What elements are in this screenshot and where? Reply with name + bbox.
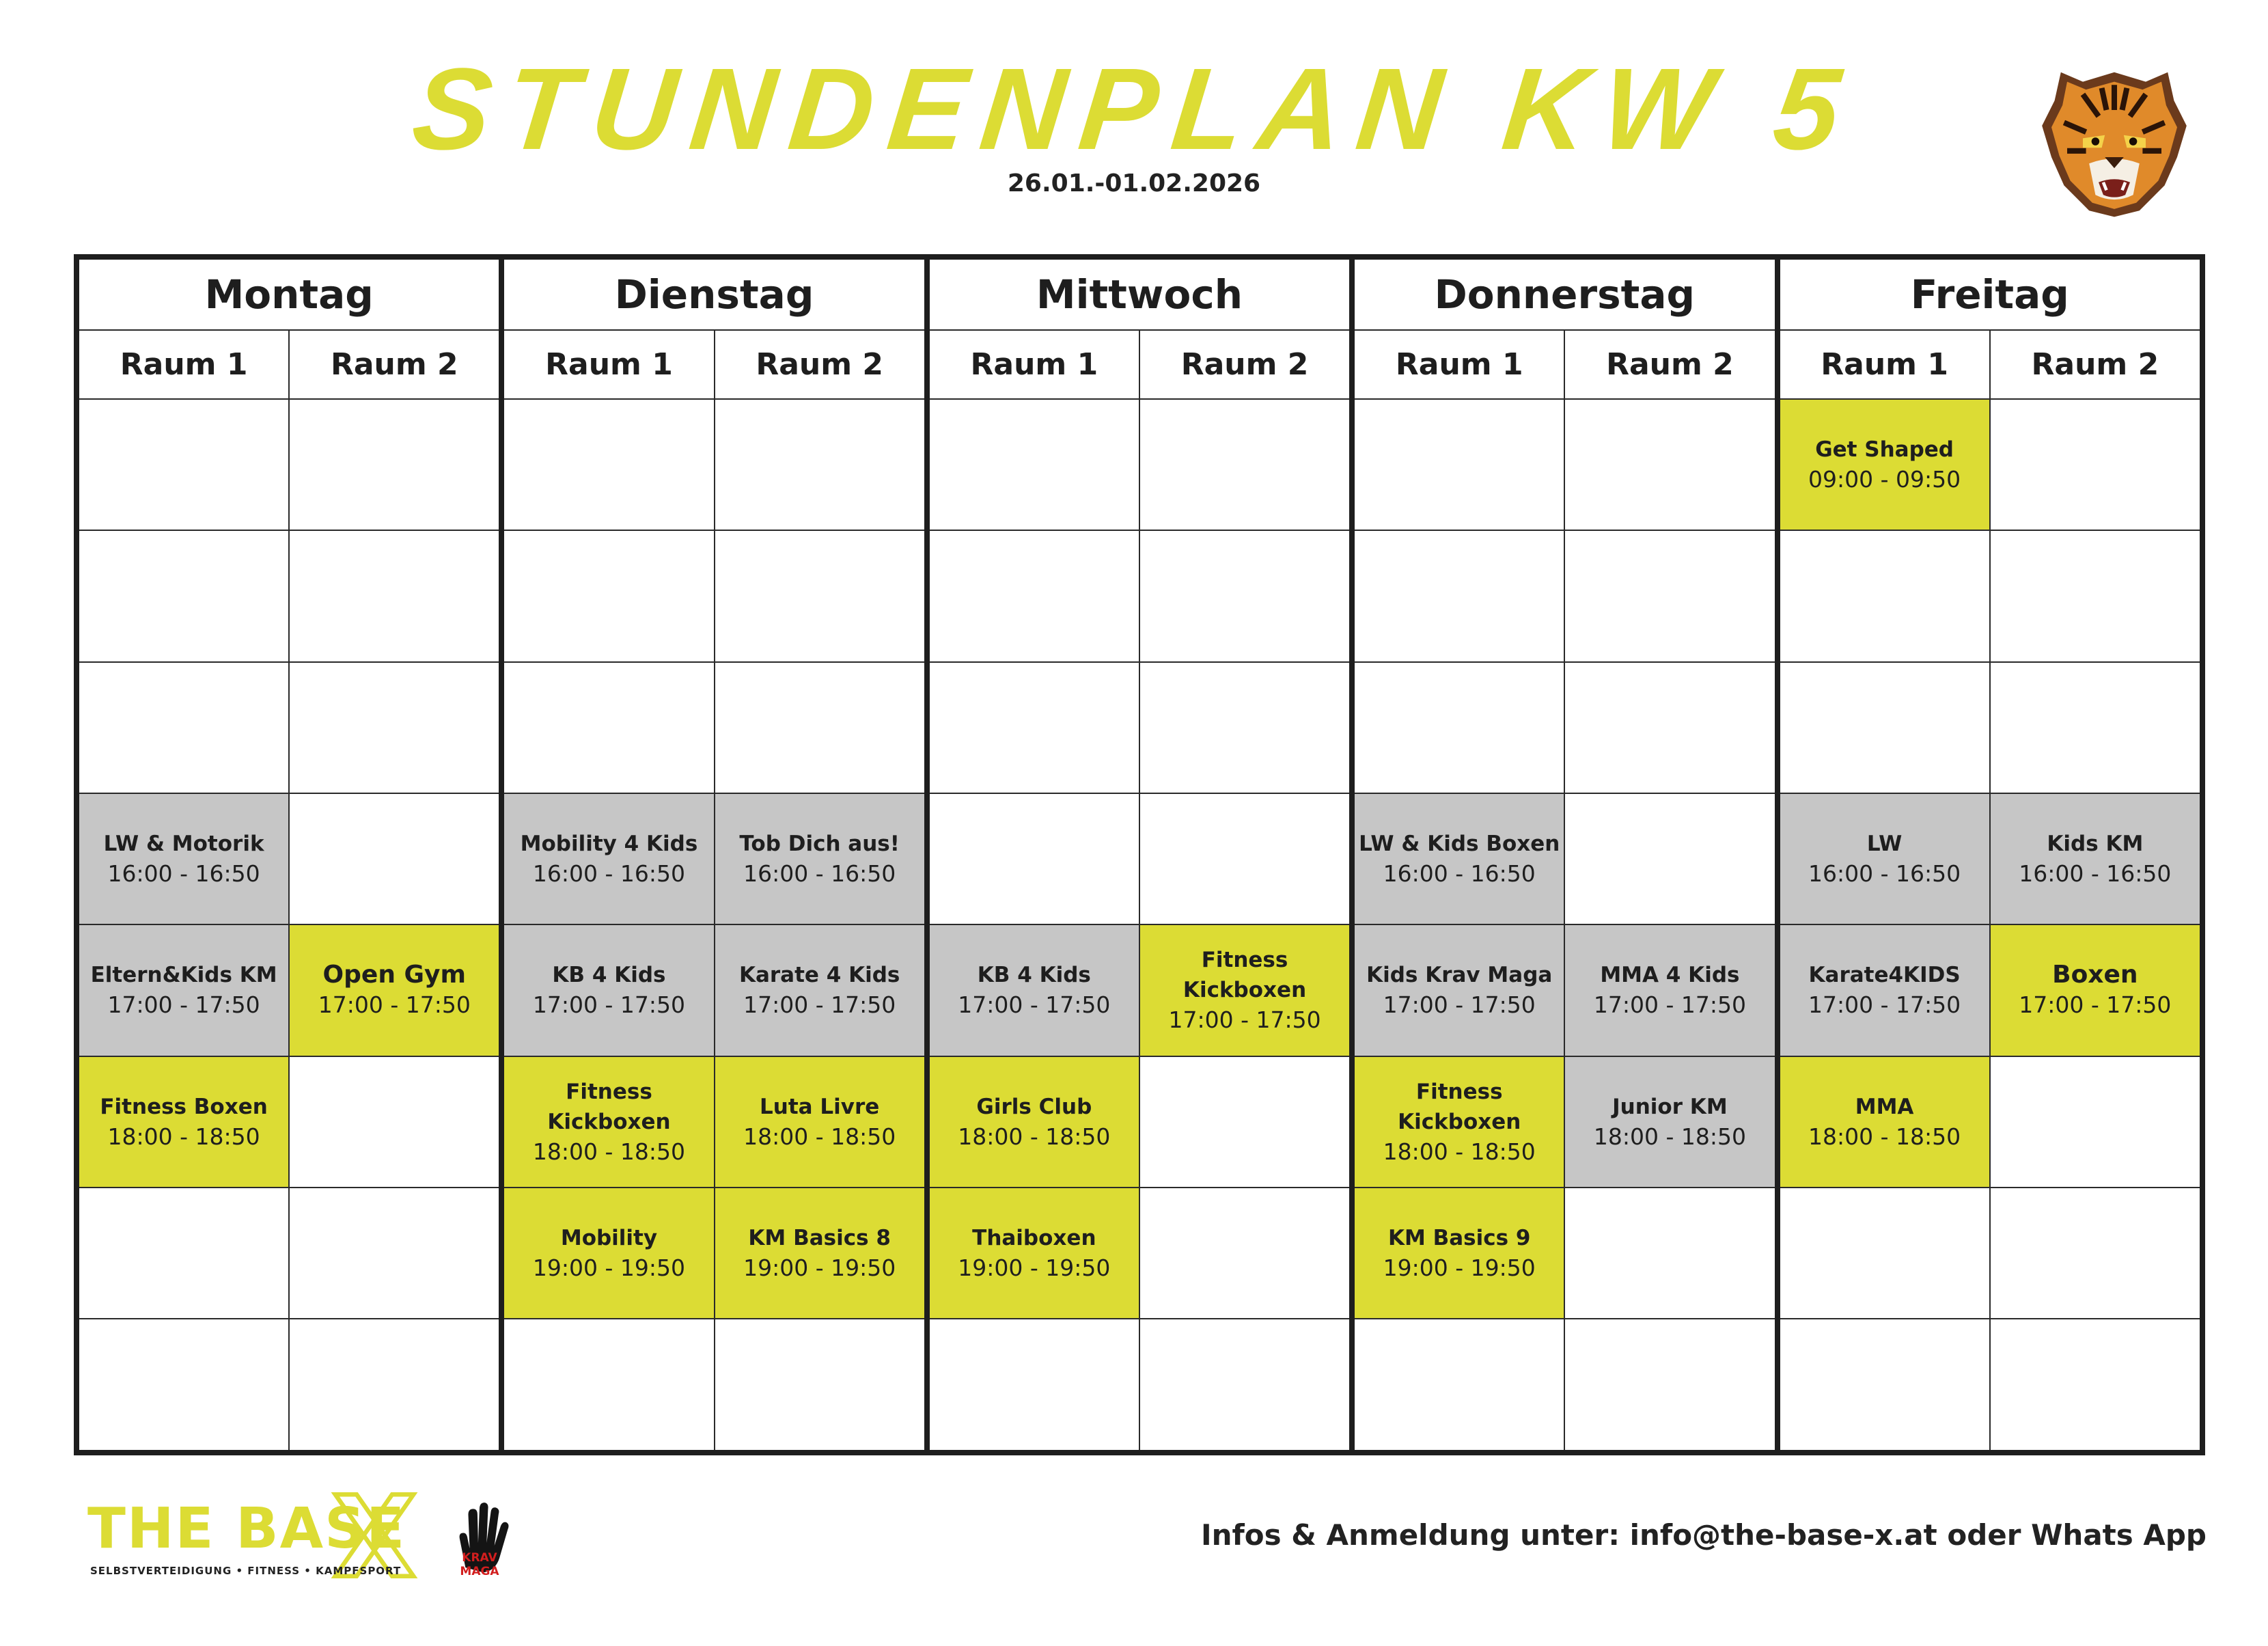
- class-cell: [1990, 793, 2202, 924]
- the-base-x-logo: [87, 1496, 415, 1592]
- class-cell: [1352, 1188, 1564, 1319]
- day-header: Mittwoch: [927, 257, 1352, 330]
- empty-cell: [1778, 1319, 1990, 1453]
- class-cell: [77, 924, 289, 1056]
- time-slot-row: [77, 1188, 2202, 1319]
- krav-maga-logo-text: KRAV MAGA: [460, 1551, 499, 1578]
- logo-tagline: SELBSTVERTEIDIGUNG • FITNESS • KAMPFSPORT: [90, 1565, 402, 1577]
- empty-cell: [77, 1188, 289, 1319]
- empty-cell: [927, 662, 1139, 793]
- class-time: 18:00 - 18:50: [1808, 1123, 1961, 1150]
- empty-cell: [1778, 1188, 1990, 1319]
- empty-cell: [927, 793, 1139, 924]
- class-cell: [501, 924, 714, 1056]
- class-cell: [77, 793, 289, 924]
- time-slot-row: [77, 399, 2202, 530]
- day-header: Dienstag: [501, 257, 926, 330]
- class-time: 09:00 - 09:50: [1808, 465, 1961, 493]
- room-header: Raum 2: [715, 330, 927, 398]
- class-time: 17:00 - 17:50: [107, 991, 260, 1019]
- class-name: Luta Livre: [760, 1094, 880, 1119]
- class-name: MMA: [1855, 1094, 1914, 1119]
- day-header-row: [77, 257, 2202, 330]
- empty-cell: [1139, 793, 1352, 924]
- class-name: LW & Motorik: [103, 832, 264, 857]
- class-name: Get Shaped: [1815, 437, 1954, 462]
- empty-cell: [1564, 399, 1777, 530]
- class-name: Fitness Kickboxen: [547, 1079, 671, 1134]
- logo-name: THE BASE: [87, 1496, 406, 1561]
- empty-cell: [1352, 1319, 1564, 1453]
- class-cell: [1352, 924, 1564, 1056]
- empty-cell: [289, 793, 501, 924]
- class-cell: [927, 924, 1139, 1056]
- tiger-mascot-icon: [2036, 63, 2193, 220]
- empty-cell: [1352, 399, 1564, 530]
- empty-cell: [1352, 662, 1564, 793]
- class-name: MMA 4 Kids: [1600, 963, 1740, 988]
- day-header: Donnerstag: [1352, 257, 1777, 330]
- empty-cell: [1564, 793, 1777, 924]
- schedule-table: [74, 254, 2205, 1455]
- class-cell: [501, 793, 714, 924]
- empty-cell: [1564, 530, 1777, 661]
- class-name: Karate4KIDS: [1808, 963, 1961, 988]
- empty-cell: [501, 1319, 714, 1453]
- class-name: Karate 4 Kids: [738, 963, 900, 988]
- empty-cell: [1990, 1188, 2202, 1319]
- class-time: 19:00 - 19:50: [532, 1254, 686, 1282]
- class-name: Junior KM: [1612, 1094, 1728, 1119]
- class-name: KB 4 Kids: [552, 963, 666, 988]
- class-cell: [715, 793, 927, 924]
- class-name: Mobility: [560, 1226, 658, 1251]
- class-cell: [1778, 924, 1990, 1056]
- class-name: LW & Kids Boxen: [1359, 832, 1560, 857]
- class-time: 17:00 - 17:50: [532, 991, 686, 1019]
- empty-cell: [1990, 662, 2202, 793]
- class-time: 17:00 - 17:50: [2019, 991, 2172, 1019]
- time-slot-row: [77, 530, 2202, 661]
- class-name: Fitness Kickboxen: [1398, 1079, 1521, 1134]
- empty-cell: [1990, 530, 2202, 661]
- room-header: Raum 2: [1990, 330, 2202, 398]
- empty-cell: [1352, 530, 1564, 661]
- class-name: Kids Krav Maga: [1366, 963, 1553, 988]
- class-time: 16:00 - 16:50: [743, 860, 896, 888]
- class-time: 19:00 - 19:50: [958, 1254, 1111, 1282]
- class-time: 18:00 - 18:50: [1383, 1138, 1536, 1165]
- room-header: Raum 1: [501, 330, 714, 398]
- empty-cell: [77, 399, 289, 530]
- empty-cell: [289, 662, 501, 793]
- empty-cell: [1564, 662, 1777, 793]
- class-cell: [1778, 793, 1990, 924]
- class-name: Kids KM: [2047, 832, 2144, 857]
- date-range: 26.01.-01.02.2026: [1007, 169, 1261, 197]
- room-header: Raum 2: [1139, 330, 1352, 398]
- class-time: 16:00 - 16:50: [107, 860, 260, 888]
- class-cell: [1778, 1056, 1990, 1188]
- class-cell: [1564, 1056, 1777, 1188]
- room-header: Raum 2: [1564, 330, 1777, 398]
- room-header: Raum 2: [289, 330, 501, 398]
- class-time: 16:00 - 16:50: [532, 860, 686, 888]
- day-header: Montag: [77, 257, 501, 330]
- class-name: Mobility 4 Kids: [520, 832, 698, 857]
- empty-cell: [501, 399, 714, 530]
- empty-cell: [1139, 1319, 1352, 1453]
- class-name: Girls Club: [976, 1094, 1092, 1119]
- class-cell: [1139, 924, 1352, 1056]
- class-time: 16:00 - 16:50: [2019, 860, 2172, 888]
- info-contact: Infos & Anmeldung unter: info@the-base-x.at oder Whats App: [1201, 1518, 2207, 1552]
- empty-cell: [77, 662, 289, 793]
- class-time: 16:00 - 16:50: [1383, 860, 1536, 888]
- empty-cell: [501, 530, 714, 661]
- class-cell: [715, 924, 927, 1056]
- empty-cell: [715, 530, 927, 661]
- day-header: Freitag: [1778, 257, 2203, 330]
- class-cell: [1352, 793, 1564, 924]
- time-slot-row: [77, 924, 2202, 1056]
- empty-cell: [289, 1319, 501, 1453]
- class-cell: [501, 1056, 714, 1188]
- class-time: 18:00 - 18:50: [532, 1138, 686, 1165]
- class-name: Fitness Kickboxen: [1183, 948, 1307, 1003]
- class-time: 18:00 - 18:50: [743, 1123, 896, 1150]
- class-time: 17:00 - 17:50: [1808, 991, 1961, 1019]
- class-time: 18:00 - 18:50: [107, 1123, 260, 1150]
- empty-cell: [1990, 1056, 2202, 1188]
- empty-cell: [1139, 399, 1352, 530]
- empty-cell: [715, 399, 927, 530]
- class-name: Boxen: [2052, 961, 2138, 989]
- class-cell: [1778, 399, 1990, 530]
- class-cell: [715, 1056, 927, 1188]
- room-header: Raum 1: [927, 330, 1139, 398]
- empty-cell: [1139, 530, 1352, 661]
- empty-cell: [1139, 1056, 1352, 1188]
- empty-cell: [715, 1319, 927, 1453]
- class-time: 17:00 - 17:50: [1168, 1006, 1321, 1034]
- class-cell: [927, 1056, 1139, 1188]
- empty-cell: [1139, 662, 1352, 793]
- class-time: 18:00 - 18:50: [958, 1123, 1111, 1150]
- class-time: 17:00 - 17:50: [743, 991, 896, 1019]
- class-time: 19:00 - 19:50: [743, 1254, 896, 1282]
- class-cell: [501, 1188, 714, 1319]
- empty-cell: [1778, 530, 1990, 661]
- empty-cell: [289, 530, 501, 661]
- class-time: 17:00 - 17:50: [1383, 991, 1536, 1019]
- empty-cell: [1778, 662, 1990, 793]
- empty-cell: [289, 1188, 501, 1319]
- room-header-row: [77, 330, 2202, 398]
- empty-cell: [1990, 399, 2202, 530]
- empty-cell: [1139, 1188, 1352, 1319]
- empty-cell: [77, 1319, 289, 1453]
- empty-cell: [1564, 1188, 1777, 1319]
- empty-cell: [289, 1056, 501, 1188]
- class-name: Tob Dich aus!: [739, 832, 900, 857]
- room-header: Raum 1: [1778, 330, 1990, 398]
- room-header: Raum 1: [1352, 330, 1564, 398]
- class-cell: [1990, 924, 2202, 1056]
- empty-cell: [501, 662, 714, 793]
- class-time: 17:00 - 17:50: [1593, 991, 1746, 1019]
- class-name: Eltern&Kids KM: [90, 963, 277, 988]
- time-slot-row: [77, 1056, 2202, 1188]
- time-slot-row: [77, 1319, 2202, 1453]
- class-cell: [289, 924, 501, 1056]
- class-cell: [77, 1056, 289, 1188]
- empty-cell: [1990, 1319, 2202, 1453]
- class-time: 17:00 - 17:50: [958, 991, 1111, 1019]
- class-cell: [1564, 924, 1777, 1056]
- empty-cell: [715, 662, 927, 793]
- empty-cell: [927, 399, 1139, 530]
- class-cell: [1352, 1056, 1564, 1188]
- class-name: KM Basics 8: [748, 1226, 891, 1251]
- class-name: Open Gym: [322, 961, 467, 989]
- empty-cell: [1564, 1319, 1777, 1453]
- class-name: Fitness Boxen: [100, 1094, 268, 1119]
- empty-cell: [289, 399, 501, 530]
- class-name: KB 4 Kids: [977, 963, 1091, 988]
- class-cell: [715, 1188, 927, 1319]
- empty-cell: [927, 530, 1139, 661]
- time-slot-row: [77, 662, 2202, 793]
- class-cell: [927, 1188, 1139, 1319]
- class-name: KM Basics 9: [1387, 1226, 1531, 1251]
- empty-cell: [77, 530, 289, 661]
- page-title: STUNDENPLAN KW 5: [406, 44, 1862, 174]
- room-header: Raum 1: [77, 330, 289, 398]
- class-time: 18:00 - 18:50: [1593, 1123, 1746, 1150]
- class-time: 16:00 - 16:50: [1808, 860, 1961, 888]
- class-name: Thaiboxen: [972, 1226, 1096, 1251]
- time-slot-row: [77, 793, 2202, 924]
- class-time: 17:00 - 17:50: [318, 991, 471, 1019]
- class-name: LW: [1866, 832, 1903, 857]
- empty-cell: [927, 1319, 1139, 1453]
- class-time: 19:00 - 19:50: [1383, 1254, 1536, 1282]
